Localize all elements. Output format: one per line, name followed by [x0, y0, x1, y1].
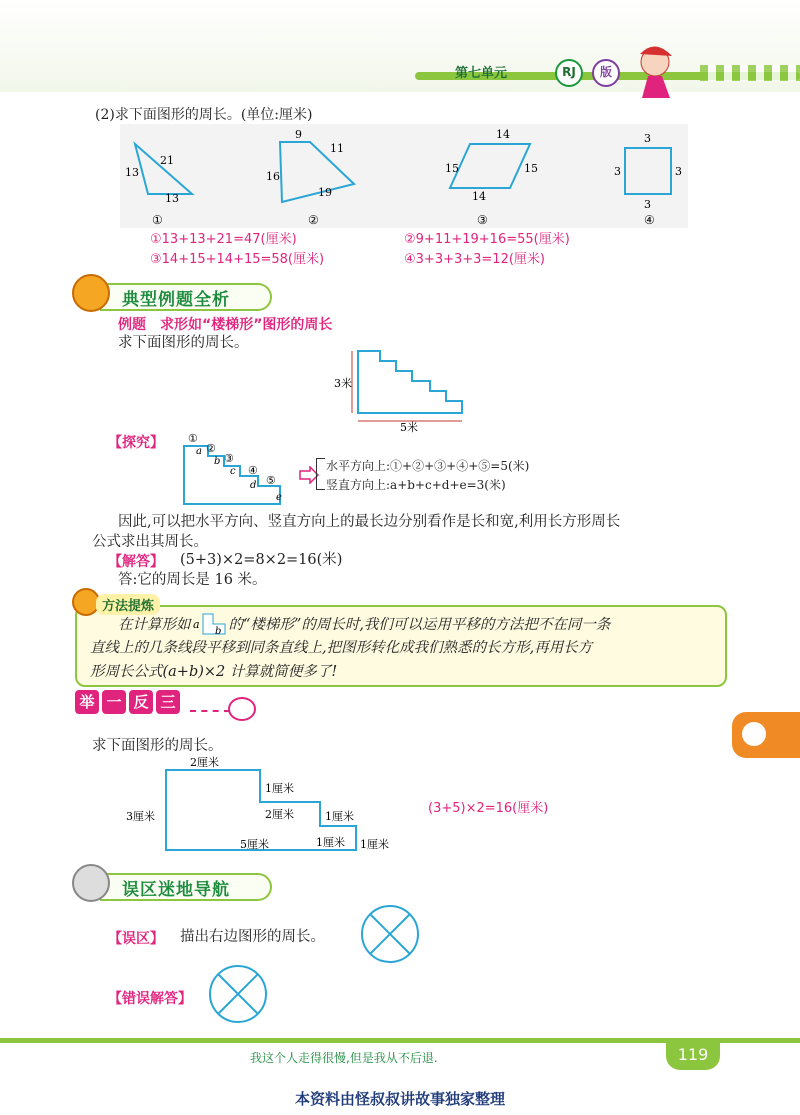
unit-title: 第七单元	[455, 66, 508, 81]
height-label: 3米	[334, 377, 352, 390]
girl-mascot-icon	[620, 40, 690, 100]
explore-num: ①	[188, 432, 198, 445]
solution-text: (5+3)×2=8×2=16(米)	[180, 552, 343, 568]
practice-label: 1厘米	[325, 810, 354, 823]
icon-label-b: b	[214, 626, 221, 636]
explore-letter: b	[214, 456, 221, 467]
explore-num: ⑤	[266, 474, 276, 487]
method-line: 直线上的几条线段平移到同条直线上,把图形转化成我们熟悉的长方形,再用长方	[90, 640, 593, 656]
practice-char: 反	[129, 690, 153, 714]
practice-char: 三	[156, 690, 180, 714]
practice-label: 5厘米	[240, 838, 269, 851]
square-label: 3	[644, 198, 651, 211]
quad-label: 11	[330, 142, 344, 155]
triangle-label: 13	[125, 166, 139, 179]
answer-line: ③14+15+14+15=58(厘米)	[150, 252, 325, 267]
shape-quadrilateral	[266, 128, 354, 227]
mistake-text: 描出右边图形的周长。	[180, 929, 325, 945]
shape-square	[614, 132, 682, 227]
practice-char: 一	[102, 690, 126, 714]
question-prompt: (2)求下面图形的周长。(单位:厘米)	[95, 107, 313, 123]
crossed-circle-answer	[206, 964, 272, 1026]
square-label: 3	[614, 165, 621, 178]
wrong-answer-label: 【错误解答】	[108, 991, 192, 1007]
page-number: 119	[666, 1040, 720, 1070]
explore-num: ②	[206, 442, 216, 455]
answer-text: 答:它的周长是 16 米。	[118, 572, 267, 588]
source-note: 本资料由怪叔叔讲故事独家整理	[294, 1090, 505, 1108]
icon-label-a: a	[192, 618, 200, 631]
stair-icon	[191, 612, 229, 636]
footer-motto: 我这个人走得很慢,但是我从不后退.	[250, 1051, 438, 1065]
method-line-post: 的“楼梯形”的周长时,我们可以运用平移的方法把不在同一条	[228, 617, 611, 633]
shapes-figure	[120, 124, 688, 228]
practice-answer: (3+5)×2=16(厘米)	[428, 801, 549, 816]
explore-letter: d	[250, 480, 257, 491]
header-decoration	[700, 65, 800, 81]
method-line: 形周长公式(a+b)×2 计算就简便多了!	[90, 664, 338, 680]
method-line-pre: 在计算形如	[118, 617, 191, 633]
quad-label: 9	[295, 128, 302, 141]
brace	[316, 458, 325, 490]
crossed-circle-figure	[358, 904, 424, 966]
square-label: 3	[644, 132, 651, 145]
practice-prompt: 求下面图形的周长。	[92, 738, 223, 754]
edition-badge: 版	[592, 59, 620, 87]
triangle-label: 21	[160, 154, 174, 167]
explore-letter: e	[276, 492, 282, 503]
method-line	[118, 612, 610, 637]
triangle-label: 13	[165, 192, 179, 205]
method-label: 方法提炼	[96, 594, 160, 615]
square-label: 3	[675, 165, 682, 178]
shape-number: ③	[477, 213, 488, 227]
shape-number: ①	[152, 213, 163, 227]
section-title: 误区迷地导航	[122, 880, 230, 900]
solution-label: 【解答】	[108, 554, 164, 570]
quad-label: 16	[266, 170, 280, 183]
answer-line: ②9+11+19+16=55(厘米)	[404, 232, 570, 247]
explore-num: ③	[224, 452, 234, 465]
section-title: 典型例题全析	[122, 290, 230, 310]
mistake-label: 【误区】	[108, 931, 164, 947]
para-label: 15	[524, 162, 538, 175]
practice-header	[75, 690, 183, 714]
practice-char: 举	[75, 690, 99, 714]
conclusion-text: 因此,可以把水平方向、竖直方向上的最长边分别看作是长和宽,利用长方形周长	[118, 514, 621, 530]
practice-label: 1厘米	[265, 782, 294, 795]
example-title: 例题 求形如“楼梯形”图形的周长	[118, 317, 333, 333]
answer-line: ①13+13+21=47(厘米)	[150, 232, 297, 247]
practice-label: 3厘米	[126, 810, 155, 823]
explore-letter: a	[196, 446, 202, 457]
shape-number: ②	[308, 213, 319, 227]
practice-label: 1厘米	[316, 836, 345, 849]
cat-face-icon	[742, 722, 766, 746]
quad-label: 19	[318, 186, 332, 199]
practice-label: 2厘米	[190, 756, 219, 769]
explore-letter: c	[230, 466, 236, 477]
explore-figure	[178, 428, 298, 510]
conclusion-text: 公式求出其周长。	[92, 534, 208, 550]
shape-triangle	[125, 144, 192, 227]
explore-line: 水平方向上:①+②+③+④+⑤=5(米)	[326, 459, 530, 473]
answer-line: ④3+3+3+3=12(厘米)	[404, 252, 545, 267]
explore-line: 竖直方向上:a+b+c+d+e=3(米)	[326, 478, 506, 492]
practice-label: 1厘米	[360, 838, 389, 851]
para-label: 15	[445, 162, 459, 175]
shape-parallelogram	[445, 128, 538, 227]
width-label: 5米	[400, 421, 418, 434]
explore-num: ④	[248, 464, 258, 477]
practice-label: 2厘米	[265, 808, 294, 821]
practice-figure	[120, 752, 410, 858]
example-prompt: 求下面图形的周长。	[118, 335, 249, 351]
robot-mascot-icon	[72, 274, 110, 312]
para-label: 14	[496, 128, 510, 141]
rj-badge: RJ	[555, 59, 583, 87]
explore-label: 【探究】	[108, 435, 164, 451]
shape-number: ④	[644, 213, 655, 227]
flower-icon	[228, 697, 256, 721]
staircase-figure	[330, 345, 480, 437]
chef-mascot-icon	[72, 864, 110, 902]
practice-dash	[190, 710, 230, 712]
para-label: 14	[472, 190, 486, 203]
